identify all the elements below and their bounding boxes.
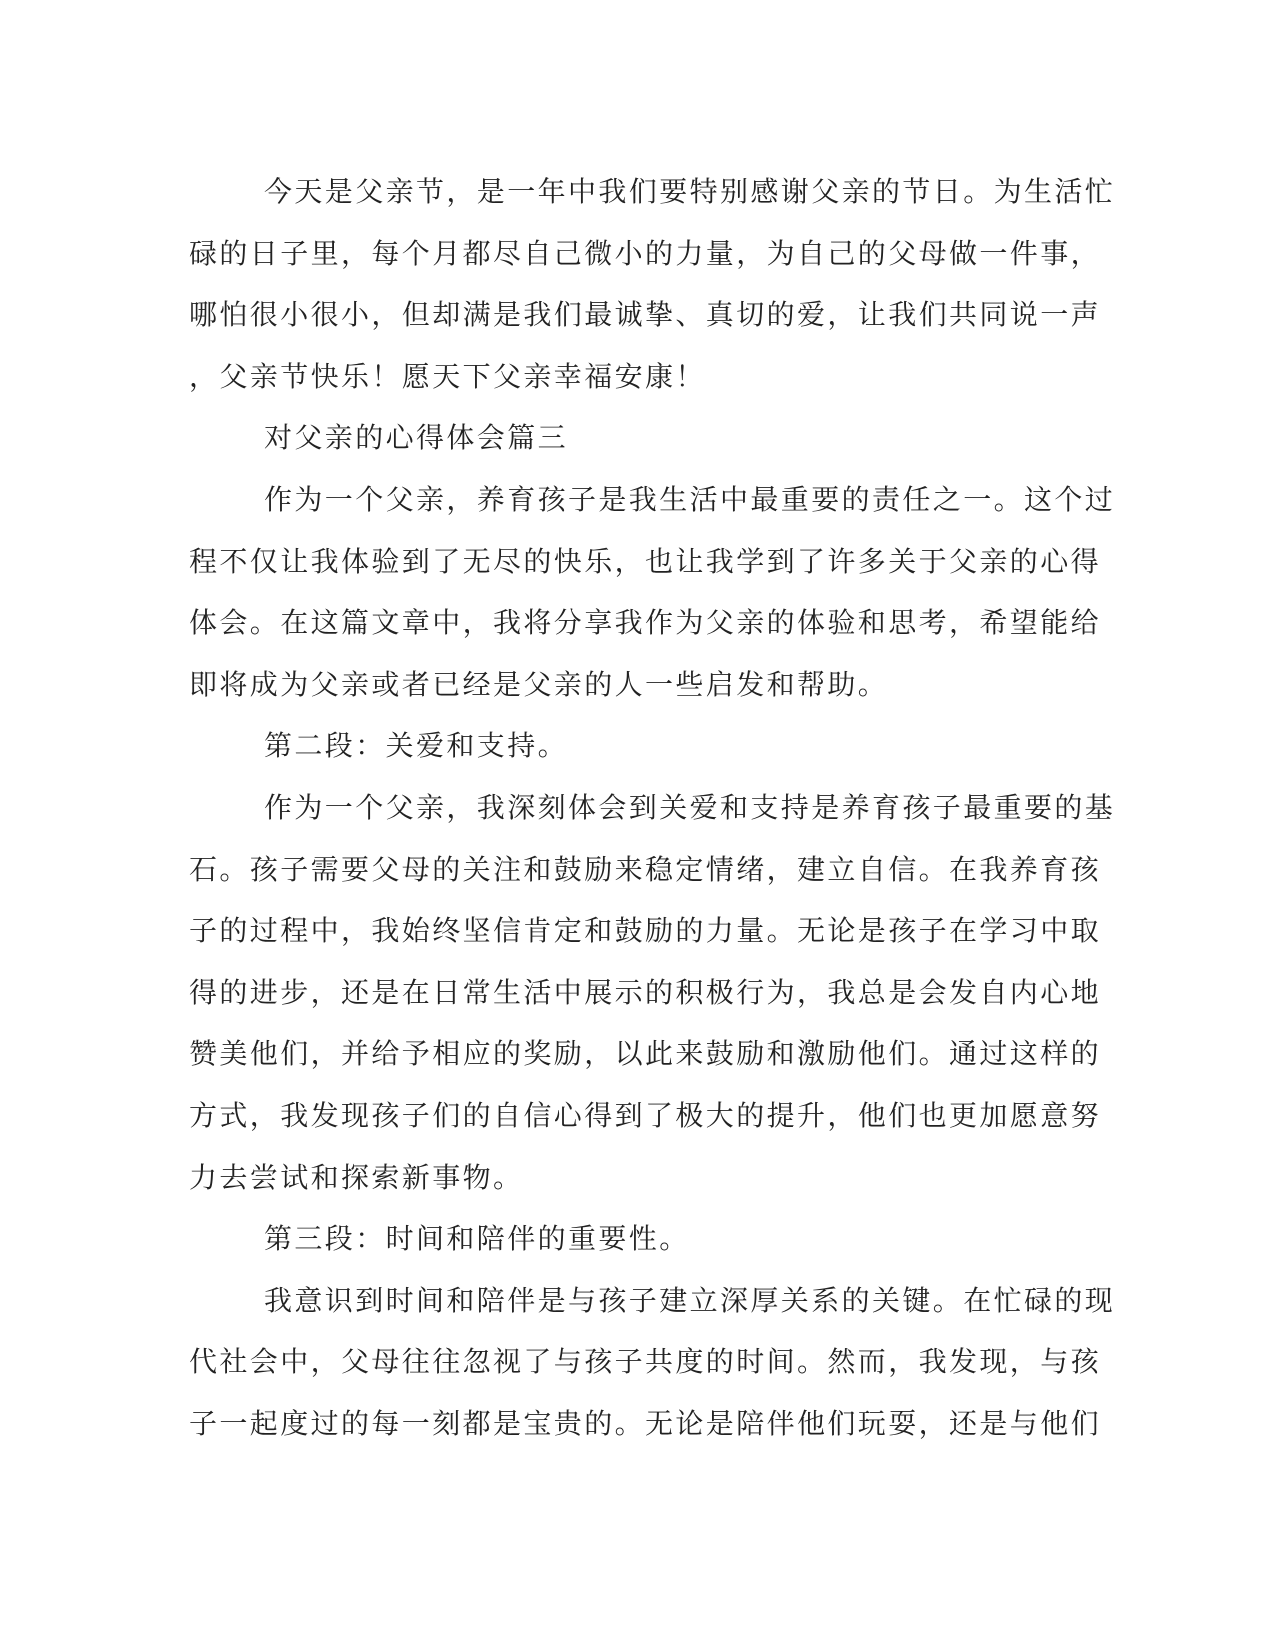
text-line: 力去尝试和探索新事物。 bbox=[189, 1160, 524, 1194]
text-line: ，父亲节快乐！愿天下父亲幸福安康！ bbox=[189, 359, 706, 393]
text-line: 我意识到时间和陪伴是与孩子建立深厚关系的关键。在忙碌的现 bbox=[264, 1283, 1116, 1317]
text-line: 作为一个父亲，我深刻体会到关爱和支持是养育孩子最重要的基 bbox=[264, 790, 1116, 824]
text-line: 碌的日子里，每个月都尽自己微小的力量，为自己的父母做一件事， bbox=[189, 236, 1102, 270]
text-line: 方式，我发现孩子们的自信心得到了极大的提升，他们也更加愿意努 bbox=[189, 1098, 1102, 1132]
section-heading: 第三段：时间和陪伴的重要性。 bbox=[264, 1222, 690, 1256]
text-line: 今天是父亲节，是一年中我们要特别感谢父亲的节日。为生活忙 bbox=[264, 175, 1116, 208]
text-line: 子一起度过的每一刻都是宝贵的。无论是陪伴他们玩耍，还是与他们 bbox=[189, 1406, 1102, 1440]
text-line: 程不仅让我体验到了无尽的快乐，也让我学到了许多关于父亲的心得 bbox=[189, 544, 1102, 578]
text-line: 体会。在这篇文章中，我将分享我作为父亲的体验和思考，希望能给 bbox=[189, 606, 1102, 640]
text-line: 石。孩子需要父母的关注和鼓励来稳定情绪，建立自信。在我养育孩 bbox=[189, 852, 1102, 886]
text-line: 代社会中，父母往往忽视了与孩子共度的时间。然而，我发现，与孩 bbox=[189, 1345, 1102, 1379]
document-body bbox=[189, 161, 1116, 1454]
text-line: 子的过程中，我始终坚信肯定和鼓励的力量。无论是孩子在学习中取 bbox=[189, 914, 1102, 948]
text-line: 作为一个父亲，养育孩子是我生活中最重要的责任之一。这个过 bbox=[264, 482, 1116, 516]
section-heading: 对父亲的心得体会篇三 bbox=[264, 421, 569, 455]
text-line: 得的进步，还是在日常生活中展示的积极行为，我总是会发自内心地 bbox=[189, 975, 1102, 1009]
text-line: 哪怕很小很小，但却满是我们最诚挚、真切的爱，让我们共同说一声 bbox=[189, 298, 1102, 332]
text-line: 赞美他们，并给予相应的奖励，以此来鼓励和激励他们。通过这样的 bbox=[189, 1037, 1102, 1071]
section-heading: 第二段：关爱和支持。 bbox=[264, 729, 569, 763]
text-line: 即将成为父亲或者已经是父亲的人一些启发和帮助。 bbox=[189, 667, 889, 701]
